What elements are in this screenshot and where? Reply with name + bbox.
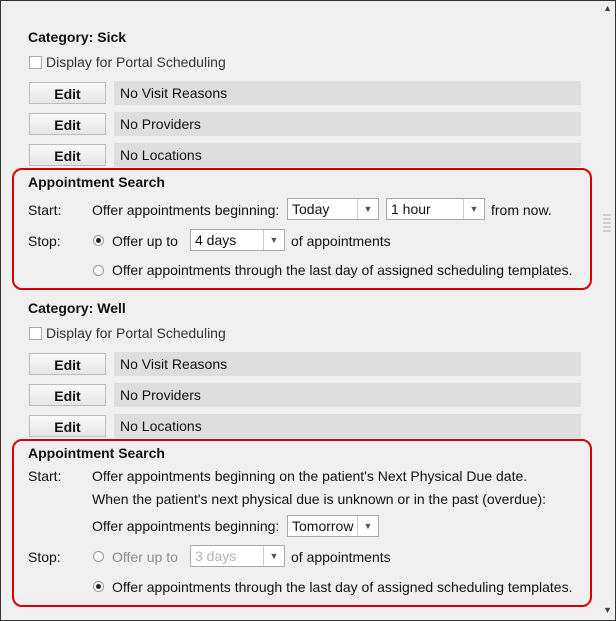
portal-scheduling-checkbox-sick[interactable] <box>29 56 42 69</box>
category-label: Category: <box>28 300 94 316</box>
visit-reasons-field <box>114 81 581 105</box>
appointment-search-title: Appointment Search <box>28 174 165 190</box>
scroll-down-icon[interactable]: ▼ <box>603 605 612 615</box>
edit-providers-button[interactable]: Edit <box>29 384 106 406</box>
providers-field <box>114 112 581 136</box>
category-well-title <box>28 300 126 316</box>
locations-value: No Locations <box>120 418 202 434</box>
offer-up-to-radio[interactable] <box>93 551 104 562</box>
start-label: Start: <box>28 202 62 218</box>
locations-field <box>114 414 581 438</box>
visit-reasons-value: No Visit Reasons <box>120 85 228 101</box>
visit-reasons-value: No Visit Reasons <box>120 356 228 372</box>
locations-field <box>114 143 581 167</box>
offer-up-to-radio[interactable] <box>93 235 104 246</box>
start-time-select[interactable] <box>386 198 485 220</box>
scrollbar-grip-icon[interactable] <box>603 214 611 232</box>
start-day-select[interactable] <box>287 198 379 220</box>
providers-value: No Providers <box>120 116 201 132</box>
of-appointments-label: of appointments <box>291 549 391 565</box>
edit-locations-button[interactable]: Edit <box>29 415 106 437</box>
start-day-select[interactable] <box>287 515 379 537</box>
days-select[interactable] <box>190 545 285 567</box>
start-text-unknown: When the patient's next physical due is unknown or in the past (overdue): <box>92 491 547 507</box>
start-day-value: Tomorrow <box>292 518 354 534</box>
chevron-down-icon: ▼ <box>357 516 378 536</box>
chevron-down-icon: ▼ <box>263 546 284 566</box>
days-value: 4 days <box>195 232 237 248</box>
through-templates-label: Offer appointments through the last day of assigned scheduling templates. <box>112 579 573 595</box>
of-appointments-label: of appointments <box>291 233 391 249</box>
portal-scheduling-label: Display for Portal Scheduling <box>46 54 226 70</box>
stop-label: Stop: <box>28 233 61 249</box>
portal-scheduling-checkbox-well[interactable] <box>29 327 42 340</box>
visit-reasons-field <box>114 352 581 376</box>
through-templates-label: Offer appointments through the last day of assigned scheduling templates. <box>112 262 573 278</box>
from-now-text: from now. <box>491 202 552 218</box>
start-time-value: 1 hour <box>391 201 431 217</box>
providers-value: No Providers <box>120 387 201 403</box>
edit-visit-reasons-button[interactable]: Edit <box>29 82 106 104</box>
through-templates-radio[interactable] <box>93 265 104 276</box>
chevron-down-icon: ▼ <box>357 199 378 219</box>
edit-visit-reasons-button[interactable]: Edit <box>29 353 106 375</box>
appointment-search-title: Appointment Search <box>28 445 165 461</box>
start-text-next-physical: Offer appointments beginning on the patient's Next Physical Due date. <box>92 468 528 484</box>
edit-locations-button[interactable]: Edit <box>29 144 106 166</box>
vertical-scrollbar[interactable] <box>599 1 615 620</box>
category-sick-title <box>28 29 126 45</box>
providers-field <box>114 383 581 407</box>
days-value: 3 days <box>195 548 237 564</box>
stop-label: Stop: <box>28 549 61 565</box>
offer-up-to-label: Offer up to <box>112 233 178 249</box>
edit-providers-button[interactable]: Edit <box>29 113 106 135</box>
chevron-down-icon: ▼ <box>263 230 284 250</box>
start-label: Start: <box>28 468 62 484</box>
category-name: Well <box>97 300 126 316</box>
category-name: Sick <box>97 29 127 45</box>
chevron-down-icon: ▼ <box>463 199 484 219</box>
days-select[interactable] <box>190 229 285 251</box>
start-text-beginning: Offer appointments beginning: <box>92 518 280 534</box>
start-day-value: Today <box>292 201 330 217</box>
locations-value: No Locations <box>120 147 202 163</box>
category-label: Category: <box>28 29 94 45</box>
start-text: Offer appointments beginning: <box>92 202 280 218</box>
scroll-up-icon[interactable]: ▲ <box>603 3 612 13</box>
portal-scheduling-label: Display for Portal Scheduling <box>46 325 226 341</box>
through-templates-radio[interactable] <box>93 581 104 592</box>
offer-up-to-label: Offer up to <box>112 549 178 565</box>
